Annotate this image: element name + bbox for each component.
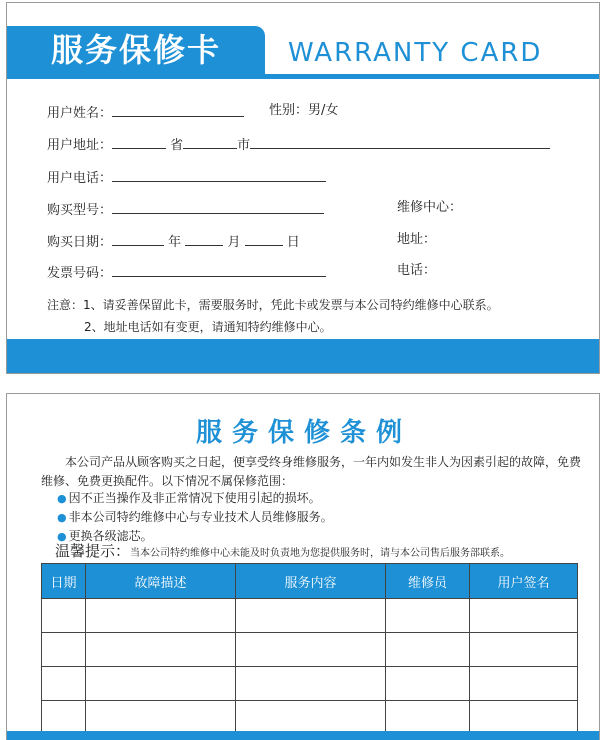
- note-1: 注意：1、请妥善保留此卡，需要服务时，凭此卡或发票与本公司特约维修中心联系。: [47, 298, 499, 312]
- table-cell[interactable]: [42, 667, 86, 701]
- table-row: [42, 701, 578, 735]
- table-cell[interactable]: [86, 633, 236, 667]
- table-row: [42, 667, 578, 701]
- table-cell[interactable]: [386, 633, 470, 667]
- center-address-label: 地址：: [397, 232, 437, 247]
- header-band: [7, 26, 600, 78]
- invoice-line[interactable]: [112, 262, 326, 277]
- col-service: 服务内容: [236, 564, 386, 599]
- table-cell[interactable]: [386, 599, 470, 633]
- phone-label: 用户电话：: [47, 171, 113, 186]
- bullet-icon: ●: [57, 530, 67, 543]
- col-fault: 故障描述: [86, 564, 236, 599]
- street-line[interactable]: [250, 134, 550, 149]
- province-label: 省: [170, 138, 184, 153]
- province-line[interactable]: [112, 134, 166, 149]
- table-cell[interactable]: [470, 701, 578, 735]
- city-line[interactable]: [183, 134, 237, 149]
- col-signature: 用户签名: [470, 564, 578, 599]
- tip-label: 温馨提示：: [55, 542, 131, 560]
- month-line[interactable]: [185, 231, 223, 246]
- date-label: 购买日期：: [47, 235, 113, 250]
- model-row: [47, 199, 324, 220]
- city-label: 市: [237, 138, 251, 153]
- tip-text: 当本公司特约维修中心未能及时负责地为您提供服务时，请与本公司售后服务部联系。: [130, 548, 511, 559]
- table-cell[interactable]: [236, 667, 386, 701]
- invoice-row: [47, 262, 326, 283]
- phone-line[interactable]: [112, 167, 326, 182]
- bullet-icon: ●: [57, 492, 67, 505]
- table-cell[interactable]: [470, 599, 578, 633]
- center-phone-label: 电话：: [397, 263, 437, 278]
- table-cell[interactable]: [86, 701, 236, 735]
- table-cell[interactable]: [386, 701, 470, 735]
- table-header-row: [42, 564, 578, 599]
- note-2: 2、地址电话如有变更，请通知特约维修中心。: [84, 320, 332, 334]
- table-cell[interactable]: [42, 701, 86, 735]
- exclusions-list: [57, 489, 577, 546]
- table-cell[interactable]: [470, 667, 578, 701]
- phone-row: [47, 167, 326, 188]
- exclusion-item: ● 因不正当操作及非正常情况下使用引起的损坏。: [57, 491, 321, 505]
- table-cell[interactable]: [42, 633, 86, 667]
- day-label: 日: [286, 235, 300, 250]
- month-label: 月: [227, 235, 241, 250]
- address-label: 用户地址：: [47, 138, 113, 153]
- exclusion-item: ● 更换各级滤芯。: [57, 529, 153, 543]
- col-date: 日期: [42, 564, 86, 599]
- table-row: [42, 633, 578, 667]
- warranty-card-front: [6, 2, 600, 374]
- year-label: 年: [168, 235, 182, 250]
- table-cell[interactable]: [86, 667, 236, 701]
- card-title-en: WARRANTY CARD: [288, 38, 543, 68]
- back-footer-band: [7, 731, 600, 740]
- day-line[interactable]: [245, 231, 283, 246]
- warranty-card-back: [6, 393, 600, 740]
- table-cell[interactable]: [42, 599, 86, 633]
- model-line[interactable]: [112, 199, 324, 214]
- year-line[interactable]: [112, 231, 164, 246]
- warm-tip: [55, 540, 510, 561]
- service-center-label: 维修中心：: [397, 200, 463, 215]
- date-row: [47, 231, 300, 252]
- card-title-cn: 服务保修卡: [51, 31, 222, 69]
- front-footer-band: [7, 339, 600, 374]
- address-row: [47, 134, 550, 155]
- exclusion-item: ● 非本公司特约维修中心与专业技术人员维修服务。: [57, 510, 333, 524]
- table-cell[interactable]: [236, 633, 386, 667]
- table-cell[interactable]: [386, 667, 470, 701]
- table-row: [42, 599, 578, 633]
- col-technician: 维修员: [386, 564, 470, 599]
- terms-title: 服务保修条例: [195, 418, 412, 448]
- name-label: 用户姓名：: [47, 106, 113, 121]
- name-row: [47, 102, 244, 123]
- invoice-label: 发票号码：: [47, 266, 113, 281]
- name-line[interactable]: [112, 102, 244, 117]
- bullet-icon: ●: [57, 511, 67, 524]
- gender-field: 性别：男/女: [269, 103, 339, 118]
- header-rule: [7, 74, 600, 79]
- table-cell[interactable]: [86, 599, 236, 633]
- table-cell[interactable]: [470, 633, 578, 667]
- model-label: 购买型号：: [47, 203, 113, 218]
- table-cell[interactable]: [236, 599, 386, 633]
- table-cell[interactable]: [236, 701, 386, 735]
- terms-intro: 本公司产品从顾客购买之日起，便享受终身维修服务，一年内如发生非人为因素引起的故障，免费维修、免费更换配件。以下情况不属保修范围：: [41, 455, 582, 488]
- service-record-table: [41, 563, 578, 735]
